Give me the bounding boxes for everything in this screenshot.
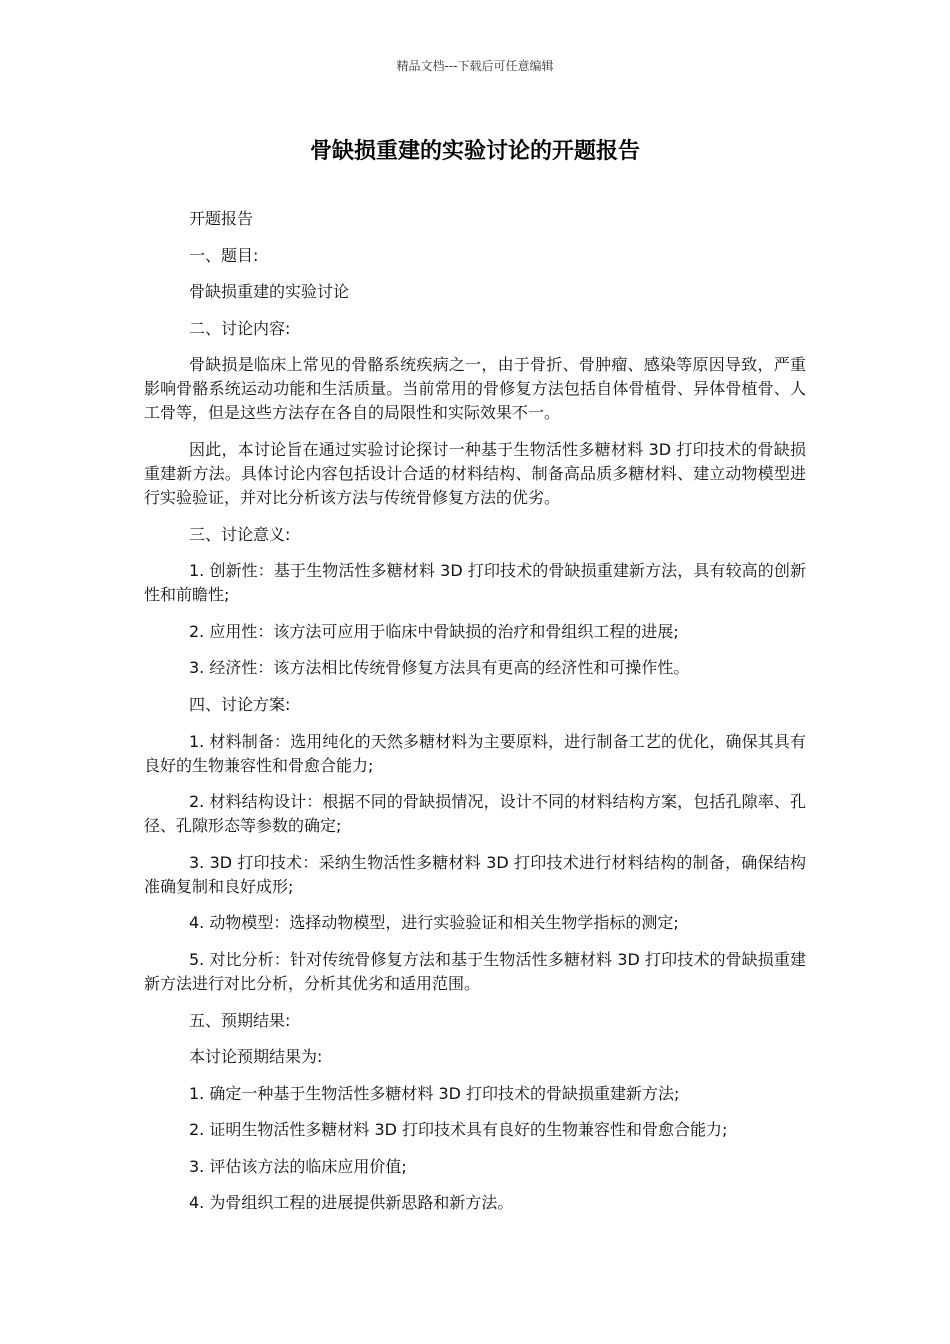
heading-expected-results: 五、预期结果:	[189, 1010, 291, 1030]
list-item-plan-2: 2. 材料结构设计：根据不同的骨缺损情况，设计不同的材料结构方案，包括孔隙率、孔径、孔隙形态等参数的确定;	[144, 792, 806, 836]
list-item-significance-2: 2. 应用性：该方法可应用于临床中骨缺损的治疗和骨组织工程的进展;	[189, 621, 679, 641]
list-item-plan-5: 5. 对比分析：针对传统骨修复方法和基于生物活性多糖材料 3D 打印技术的骨缺损重建新方法进行对比分析，分析其优劣和适用范围。	[144, 949, 806, 993]
heading-plan: 四、讨论方案:	[189, 694, 291, 714]
document-title: 骨缺损重建的实验讨论的开题报告	[309, 139, 640, 164]
heading-content: 二、讨论内容:	[189, 318, 291, 338]
list-item-significance-3: 3. 经济性：该方法相比传统骨修复方法具有更高的经济性和可操作性。	[189, 658, 690, 678]
list-item-result-3: 3. 评估该方法的临床应用价值;	[189, 1156, 407, 1176]
heading-topic: 一、题目:	[189, 245, 259, 265]
list-item-plan-4: 4. 动物模型：选择动物模型，进行实验验证和相关生物学指标的测定;	[189, 913, 679, 933]
paragraph-topic: 骨缺损重建的实验讨论	[189, 282, 350, 302]
document-body	[144, 207, 806, 1228]
list-item-result-2: 2. 证明生物活性多糖材料 3D 打印技术具有良好的生物兼容性和骨愈合能力;	[189, 1120, 728, 1140]
heading-significance: 三、讨论意义:	[189, 524, 291, 544]
list-item-result-4: 4. 为骨组织工程的进展提供新思路和新方法。	[189, 1193, 514, 1213]
list-item-plan-1: 1. 材料制备：选用纯化的天然多糖材料为主要原料，进行制备工艺的优化，确保其具有良好的生物兼容性和骨愈合能力;	[144, 731, 806, 775]
header-note: 精品文档---下载后可任意编辑	[396, 59, 554, 73]
paragraph-report-label: 开题报告	[189, 209, 254, 228]
paragraph-content-2: 因此，本讨论旨在通过实验讨论探讨一种基于生物活性多糖材料 3D 打印技术的骨缺损重建新方法。具体讨论内容包括设计合适的材料结构、制备高品质多糖材料、建立动物模型进行实验验证，并对比分析该方法与传统骨修复方法的优劣。	[144, 439, 806, 507]
paragraph-content-1: 骨缺损是临床上常见的骨骼系统疾病之一，由于骨折、骨肿瘤、感染等原因导致，严重影响骨骼系统运动功能和生活质量。当前常用的骨修复方法包括自体骨植骨、异体骨植骨、人工骨等，但是这些方法存在各自的局限性和实际效果不一。	[144, 355, 806, 423]
paragraph-expected-intro: 本讨论预期结果为:	[189, 1047, 323, 1067]
list-item-plan-3: 3. 3D 打印技术：采纳生物活性多糖材料 3D 打印技术进行材料结构的制备，确保结构准确复制和良好成形;	[144, 852, 806, 896]
list-item-result-1: 1. 确定一种基于生物活性多糖材料 3D 打印技术的骨缺损重建新方法;	[189, 1083, 680, 1103]
list-item-significance-1: 1. 创新性：基于生物活性多糖材料 3D 打印技术的骨缺损重建新方法，具有较高的创新性和前瞻性;	[144, 561, 806, 605]
